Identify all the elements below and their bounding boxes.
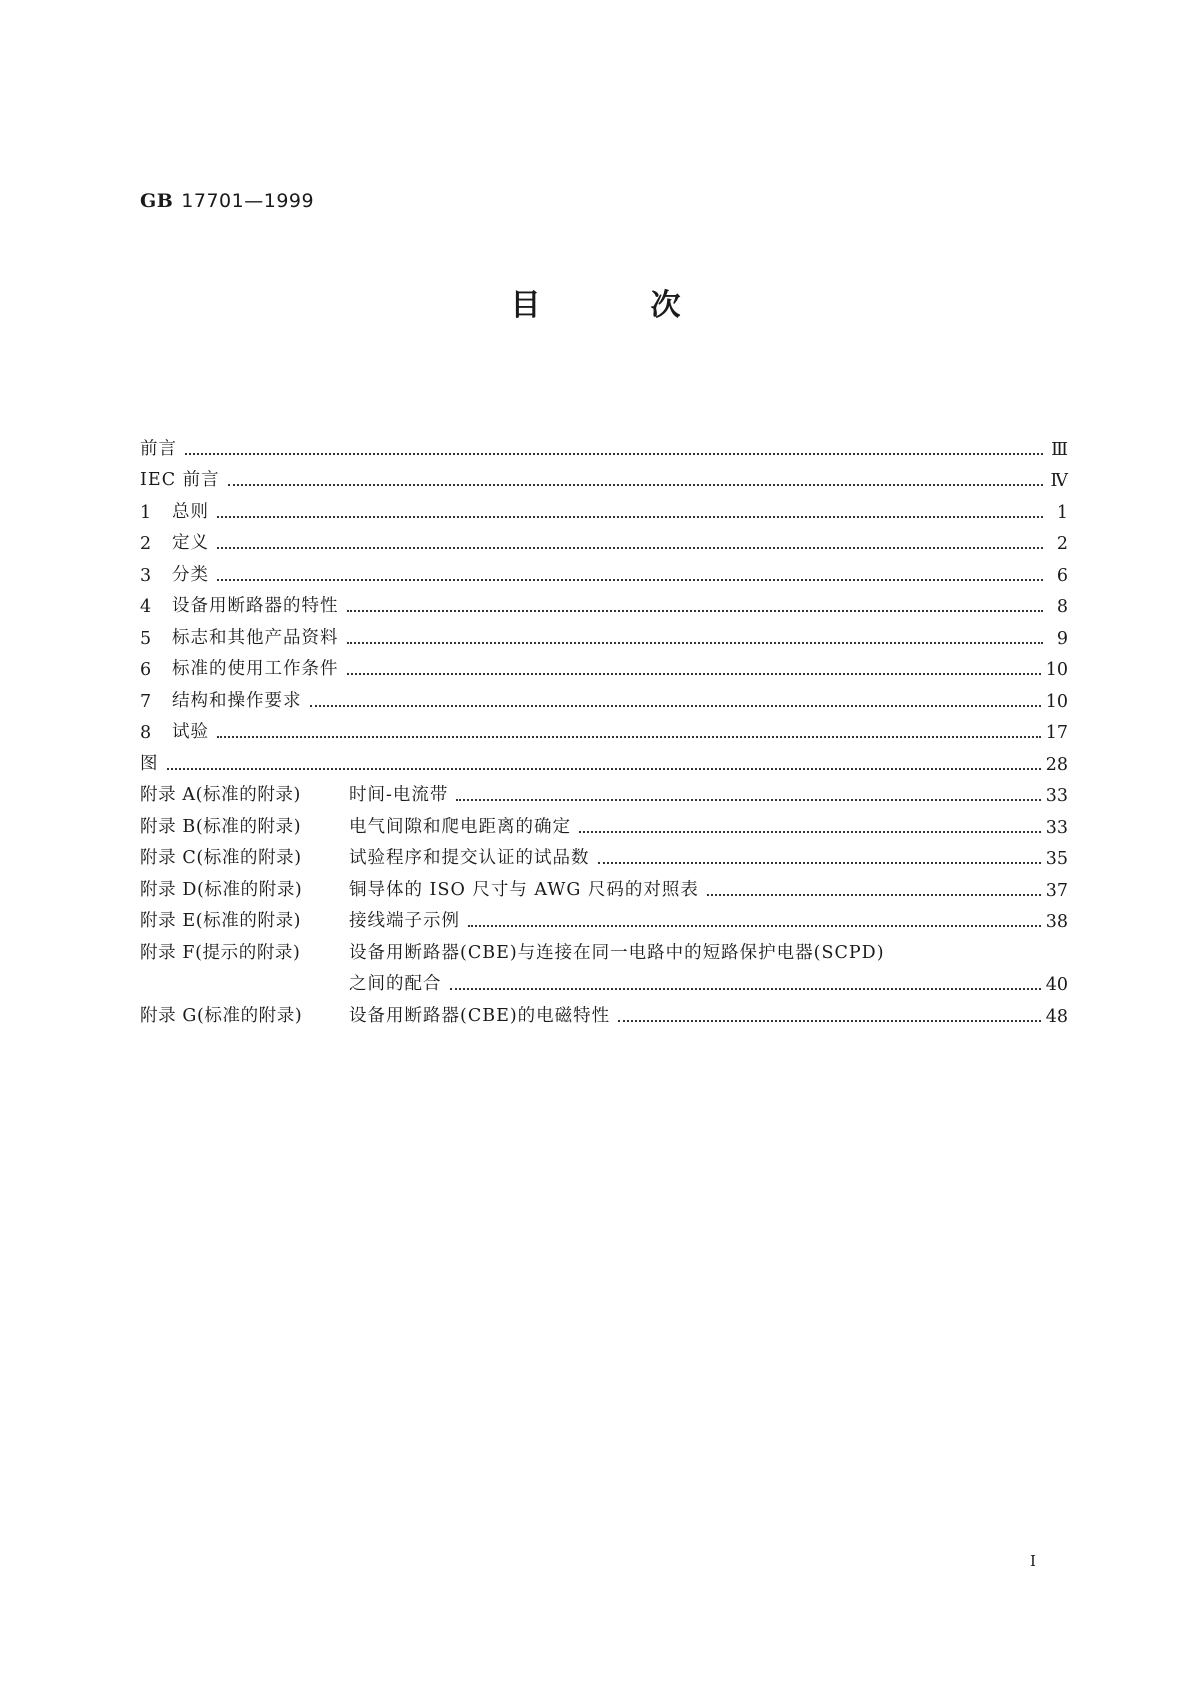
toc-entry-annex-code: 附录 A(标准的附录) — [140, 785, 301, 805]
toc-entry-title: 总则 — [172, 501, 209, 522]
toc-entry[interactable] — [140, 838, 1068, 870]
dot-leader — [217, 515, 1043, 518]
toc-entry-title: IEC 前言 — [140, 470, 220, 490]
toc-entry-page: 9 — [1056, 628, 1068, 649]
toc-entry-page: 2 — [1056, 534, 1068, 554]
toc-entry-number: 8 — [140, 723, 152, 743]
toc-entry-number: 6 — [140, 660, 152, 680]
toc-entry-title: 接线端子示例 — [349, 911, 460, 931]
toc-entry[interactable] — [140, 743, 1068, 775]
toc-entry-page: 10 — [1045, 691, 1068, 712]
toc-entry[interactable] — [140, 554, 1068, 586]
toc-entry-annex-code: 附录 F(提示的附录) — [140, 942, 301, 963]
dot-leader — [217, 735, 1041, 738]
toc-entry-page: 35 — [1045, 849, 1068, 869]
toc-entry-title: 电气间隙和爬电距离的确定 — [349, 816, 571, 837]
toc-entry-title: 设备用断路器(CBE)的电磁特性 — [349, 1005, 611, 1026]
toc-entry-title: 图 — [140, 753, 159, 774]
toc-entry-title-continuation: 之间的配合 — [349, 974, 442, 994]
title-char-2: 次 — [650, 288, 681, 323]
toc-entry-annex-code: 附录 C(标准的附录) — [140, 848, 302, 868]
dot-leader — [618, 1019, 1041, 1022]
toc-entry[interactable] — [140, 649, 1068, 681]
dot-leader — [217, 546, 1043, 549]
toc-entry-title: 铜导体的 ISO 尺寸与 AWG 尺码的对照表 — [349, 879, 699, 900]
toc-entry-annex-code: 附录 E(标准的附录) — [140, 911, 302, 931]
toc-entry[interactable] — [140, 523, 1068, 555]
dot-leader — [707, 893, 1041, 896]
toc-entry-continuation[interactable] — [140, 964, 1068, 996]
toc-entry[interactable] — [140, 869, 1068, 901]
toc-entry[interactable] — [140, 617, 1068, 649]
toc-entry-number: 1 — [140, 502, 152, 523]
toc-entry-number: 4 — [140, 597, 152, 617]
toc-entry[interactable] — [140, 806, 1068, 838]
toc-entry-page: Ⅳ — [1050, 471, 1068, 491]
dot-leader — [468, 924, 1041, 927]
table-of-contents — [140, 428, 1068, 1027]
toc-entry-number: 7 — [140, 691, 152, 712]
toc-entry-annex-code: 附录 D(标准的附录) — [140, 879, 303, 900]
toc-entry-annex-code: 附录 G(标准的附录) — [140, 1005, 303, 1026]
footer-page-number: I — [1030, 1552, 1036, 1570]
toc-entry-title: 定义 — [172, 533, 209, 553]
dot-leader — [598, 861, 1041, 864]
dot-leader — [185, 452, 1043, 455]
dot-leader — [347, 672, 1041, 675]
toc-entry-number: 5 — [140, 628, 152, 649]
toc-entry-page: 48 — [1045, 1006, 1068, 1027]
toc-entry-title: 标志和其他产品资料 — [172, 627, 339, 648]
dot-leader — [347, 609, 1044, 612]
toc-entry[interactable] — [140, 680, 1068, 712]
toc-entry-number: 2 — [140, 534, 152, 554]
toc-entry-page: 6 — [1056, 565, 1068, 586]
standard-prefix: GB — [140, 190, 174, 212]
toc-entry-page: 38 — [1045, 912, 1068, 932]
dot-leader — [310, 704, 1041, 707]
toc-entry[interactable] — [140, 586, 1068, 618]
dot-leader — [228, 483, 1043, 486]
toc-entry-page: Ⅲ — [1051, 439, 1068, 460]
toc-entry[interactable] — [140, 460, 1068, 492]
toc-entry-page: 10 — [1045, 660, 1068, 680]
toc-entry[interactable] — [140, 901, 1068, 933]
toc-entry-page: 1 — [1056, 502, 1068, 523]
toc-entry-page: 40 — [1045, 975, 1068, 995]
dot-leader — [167, 767, 1041, 770]
toc-entry-page: 17 — [1045, 723, 1068, 743]
toc-entry-page: 8 — [1056, 597, 1068, 617]
toc-entry-page: 37 — [1045, 880, 1068, 901]
toc-entry-annex-code: 附录 B(标准的附录) — [140, 816, 302, 837]
toc-entry-title: 设备用断路器(CBE)与连接在同一电路中的短路保护电器(SCPD) — [349, 942, 885, 963]
dot-leader — [450, 987, 1041, 990]
toc-entry[interactable] — [140, 712, 1068, 744]
toc-entry-title: 前言 — [140, 438, 177, 459]
toc-entry-page: 33 — [1045, 817, 1068, 838]
toc-entry[interactable] — [140, 932, 1068, 964]
toc-entry-page: 33 — [1045, 786, 1068, 806]
toc-entry-title: 试验程序和提交认证的试品数 — [349, 848, 590, 868]
dot-leader — [579, 830, 1041, 833]
toc-entry[interactable] — [140, 995, 1068, 1027]
toc-entry-title: 设备用断路器的特性 — [172, 596, 339, 616]
toc-entry-number: 3 — [140, 565, 152, 586]
title-char-1: 目 — [510, 288, 541, 323]
toc-entry-title: 试验 — [172, 722, 209, 742]
toc-entry-title: 时间-电流带 — [349, 785, 449, 805]
toc-entry-page: 28 — [1045, 754, 1068, 775]
toc-entry-title: 分类 — [172, 564, 209, 585]
toc-entry-title: 标准的使用工作条件 — [172, 659, 339, 679]
standard-number: 17701—1999 — [181, 190, 315, 212]
dot-leader — [456, 798, 1040, 801]
toc-entry[interactable] — [140, 775, 1068, 807]
toc-entry[interactable] — [140, 491, 1068, 523]
dot-leader — [347, 641, 1044, 644]
standard-code — [140, 190, 314, 212]
page-title — [0, 280, 1191, 324]
dot-leader — [217, 578, 1043, 581]
toc-entry-title: 结构和操作要求 — [172, 690, 302, 711]
toc-entry[interactable] — [140, 428, 1068, 460]
